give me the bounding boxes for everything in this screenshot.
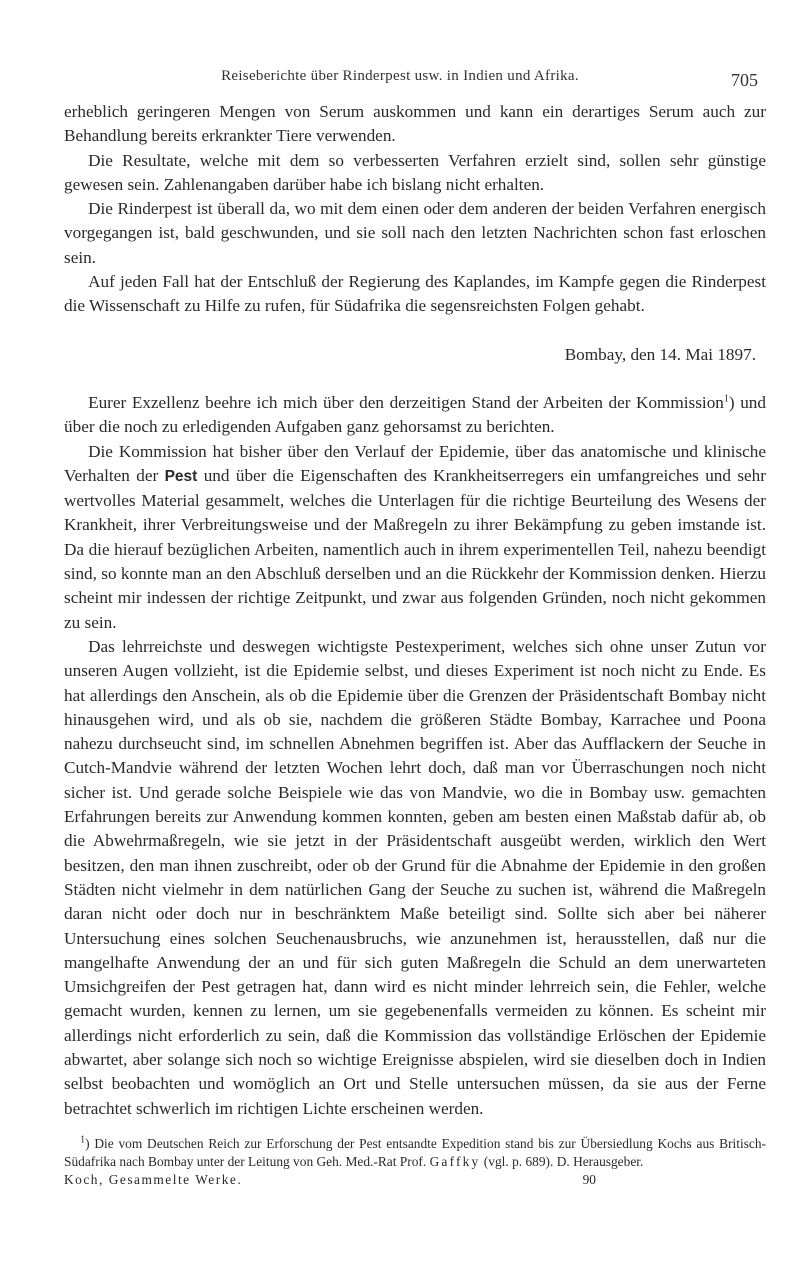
footnote-text-a: ) Die vom Deutschen Reich zur Erforschung der Pest entsandte Expedition stand bis zur Übersiedlung Kochs aus Britisch-Südafrika nach Bombay unter der Leitung von Geh. Med.-Rat Prof. (64, 1135, 766, 1169)
footnote-name: Gaffky (429, 1153, 481, 1169)
footnotes (64, 1135, 766, 1171)
footnote-1 (64, 1135, 766, 1171)
paragraph-6-text-b: und über die Eigenschaften des Krankheitserregers ein umfangreiches und sehr wertvolles Material gesammelt, welches die Unterlagen für die richtige Beurteilung des Wesens der Krankheit, ihrer Verbreitungsweise und der Maßregeln zu ihrer Bekämpfung zu geben imstande ist. Da die hierauf bezüglichen Arbeiten, namentlich auch in ihrem experimentellen Teil, nahezu beendigt sind, so konnte man an den Abschluß derselben und an die Rückkehr der Kommission denken. Hierzu scheint mir indessen der richtige Zeitpunkt, und zwar aus folgenden Gründen, noch nicht gekommen zu sein. (64, 465, 766, 632)
paragraph-5-text-b: ) und über die noch zu erledigenden Aufgaben ganz gehorsamst zu berichten. (64, 392, 766, 437)
paragraph-4: Auf jeden Fall hat der Entschluß der Regierung des Kaplandes, im Kampfe gegen die Rinderpest die Wissenschaft zu Hilfe zu rufen, für Südafrika die segensreichsten Folgen gehabt. (64, 272, 766, 316)
dateline: Bombay, den 14. Mai 1897. (564, 344, 756, 364)
signature-sheet-number: 90 (582, 1171, 596, 1187)
signature-work: Koch, Gesammelte Werke. (64, 1171, 243, 1187)
paragraph-7: Das lehrreichste und deswegen wichtigste Pestexperiment, welches sich ohne unser Zutun vor unseren Augen vollzieht, ist die Epidemie selbst, und dieses Experiment ist noch nicht zu Ende. Es hat allerdings den Anschein, als ob die Epidemie über die Grenzen der Präsidentschaft Bombay nicht hinausgehen wird, und als ob sie, nachdem die größeren Städte Bombay, Karrachee und Poona nahezu durchseucht sind, im schnellen Abnehmen begriffen ist. Aber das Aufflackern der Seuche in Cutch-Mandvie während der letzten Wochen lehrt doch, daß man vor Überraschungen noch nicht sicher ist. Und gerade solche Beispiele wie das von Mandvie, wo die in Bombay usw. gemachten Erfahrungen bereits zur Anwendung kommen konnten, geben am besten einen Maßstab dafür ab, ob die Abwehrmaßregeln, wie sie jetzt in der Präsidentschaft ausgeübt werden, wirklich den Wert besitzen, den man ihnen zuschreibt, oder ob der Grund für die Abnahme der Epidemie in den großen Städten nicht vielmehr in dem natürlichen Gang der Seuche zu suchen ist, während die Maßregeln daran nicht oder doch nur in beschränktem Maße beteiligt sind. Sollte sich aber bei näherer Untersuchung eines solchen Seuchenausbruchs, wie anzunehmen ist, herausstellen, daß nur die mangelhafte Anwendung der an und für sich guten Maßregeln die Schuld an dem unerwarteten Umsichgreifen der Pest getragen hat, dann wird es nicht minder lehrreich sein, die Fehler, welche gemacht wurden, kennen zu lernen, um sie gegebenenfalls vermeiden zu können. Es scheint mir allerdings nicht erforderlich zu sein, daß die Kommission das vollständige Erlöschen der Epidemie abwartet, aber solange sich noch so wichtige Ereignisse abspielen, wird sie dieselben doch in Indien selbst beobachten und womöglich an Ort und Stelle untersuchen müssen, da sie aus der Ferne betrachtet schwerlich im richtigen Lichte erscheinen werden. (64, 636, 766, 1118)
paragraph-3: Die Rinderpest ist überall da, wo mit dem einen oder dem anderen der beiden Verfahren energisch vorgegangen ist, bald geschwunden, und sie soll nach den letzten Nachrichten schon fast erloschen sein. (64, 199, 766, 267)
emphasis-pest: Pest (164, 467, 198, 485)
footnote-ref: 1 (723, 393, 729, 405)
main-text (64, 100, 766, 1189)
running-header: Reiseberichte über Rinderpest usw. in Indien und Afrika. (221, 68, 579, 84)
paragraph-6-text-a: Die Kommission hat bisher über den Verlauf der Epidemie, über das anatomische und klinische Verhalten der (64, 441, 766, 485)
footnote-marker: 1 (80, 1134, 86, 1146)
paragraph-2: Die Resultate, welche mit dem so verbesserten Verfahren erzielt sind, sollen sehr günstige gewesen sein. Zahlenangaben darüber habe ich bislang nicht erhalten. (64, 150, 766, 194)
paragraph-5 (64, 391, 766, 440)
footnote-text-b: (vgl. p. 689). D. Herausgeber. (480, 1153, 644, 1169)
paragraph-5-text-a: Eurer Exzellenz beehre ich mich über den derzeitigen Stand der Arbeiten der Kommission (88, 392, 724, 412)
paragraph-6 (64, 440, 766, 635)
signature-line (64, 1171, 766, 1189)
paragraph-1: erheblich geringeren Mengen von Serum auskommen und kann ein derartiges Serum auch zur Behandlung bereits erkrankter Tiere verwenden. (64, 102, 766, 146)
page-number: 705 (731, 70, 758, 90)
